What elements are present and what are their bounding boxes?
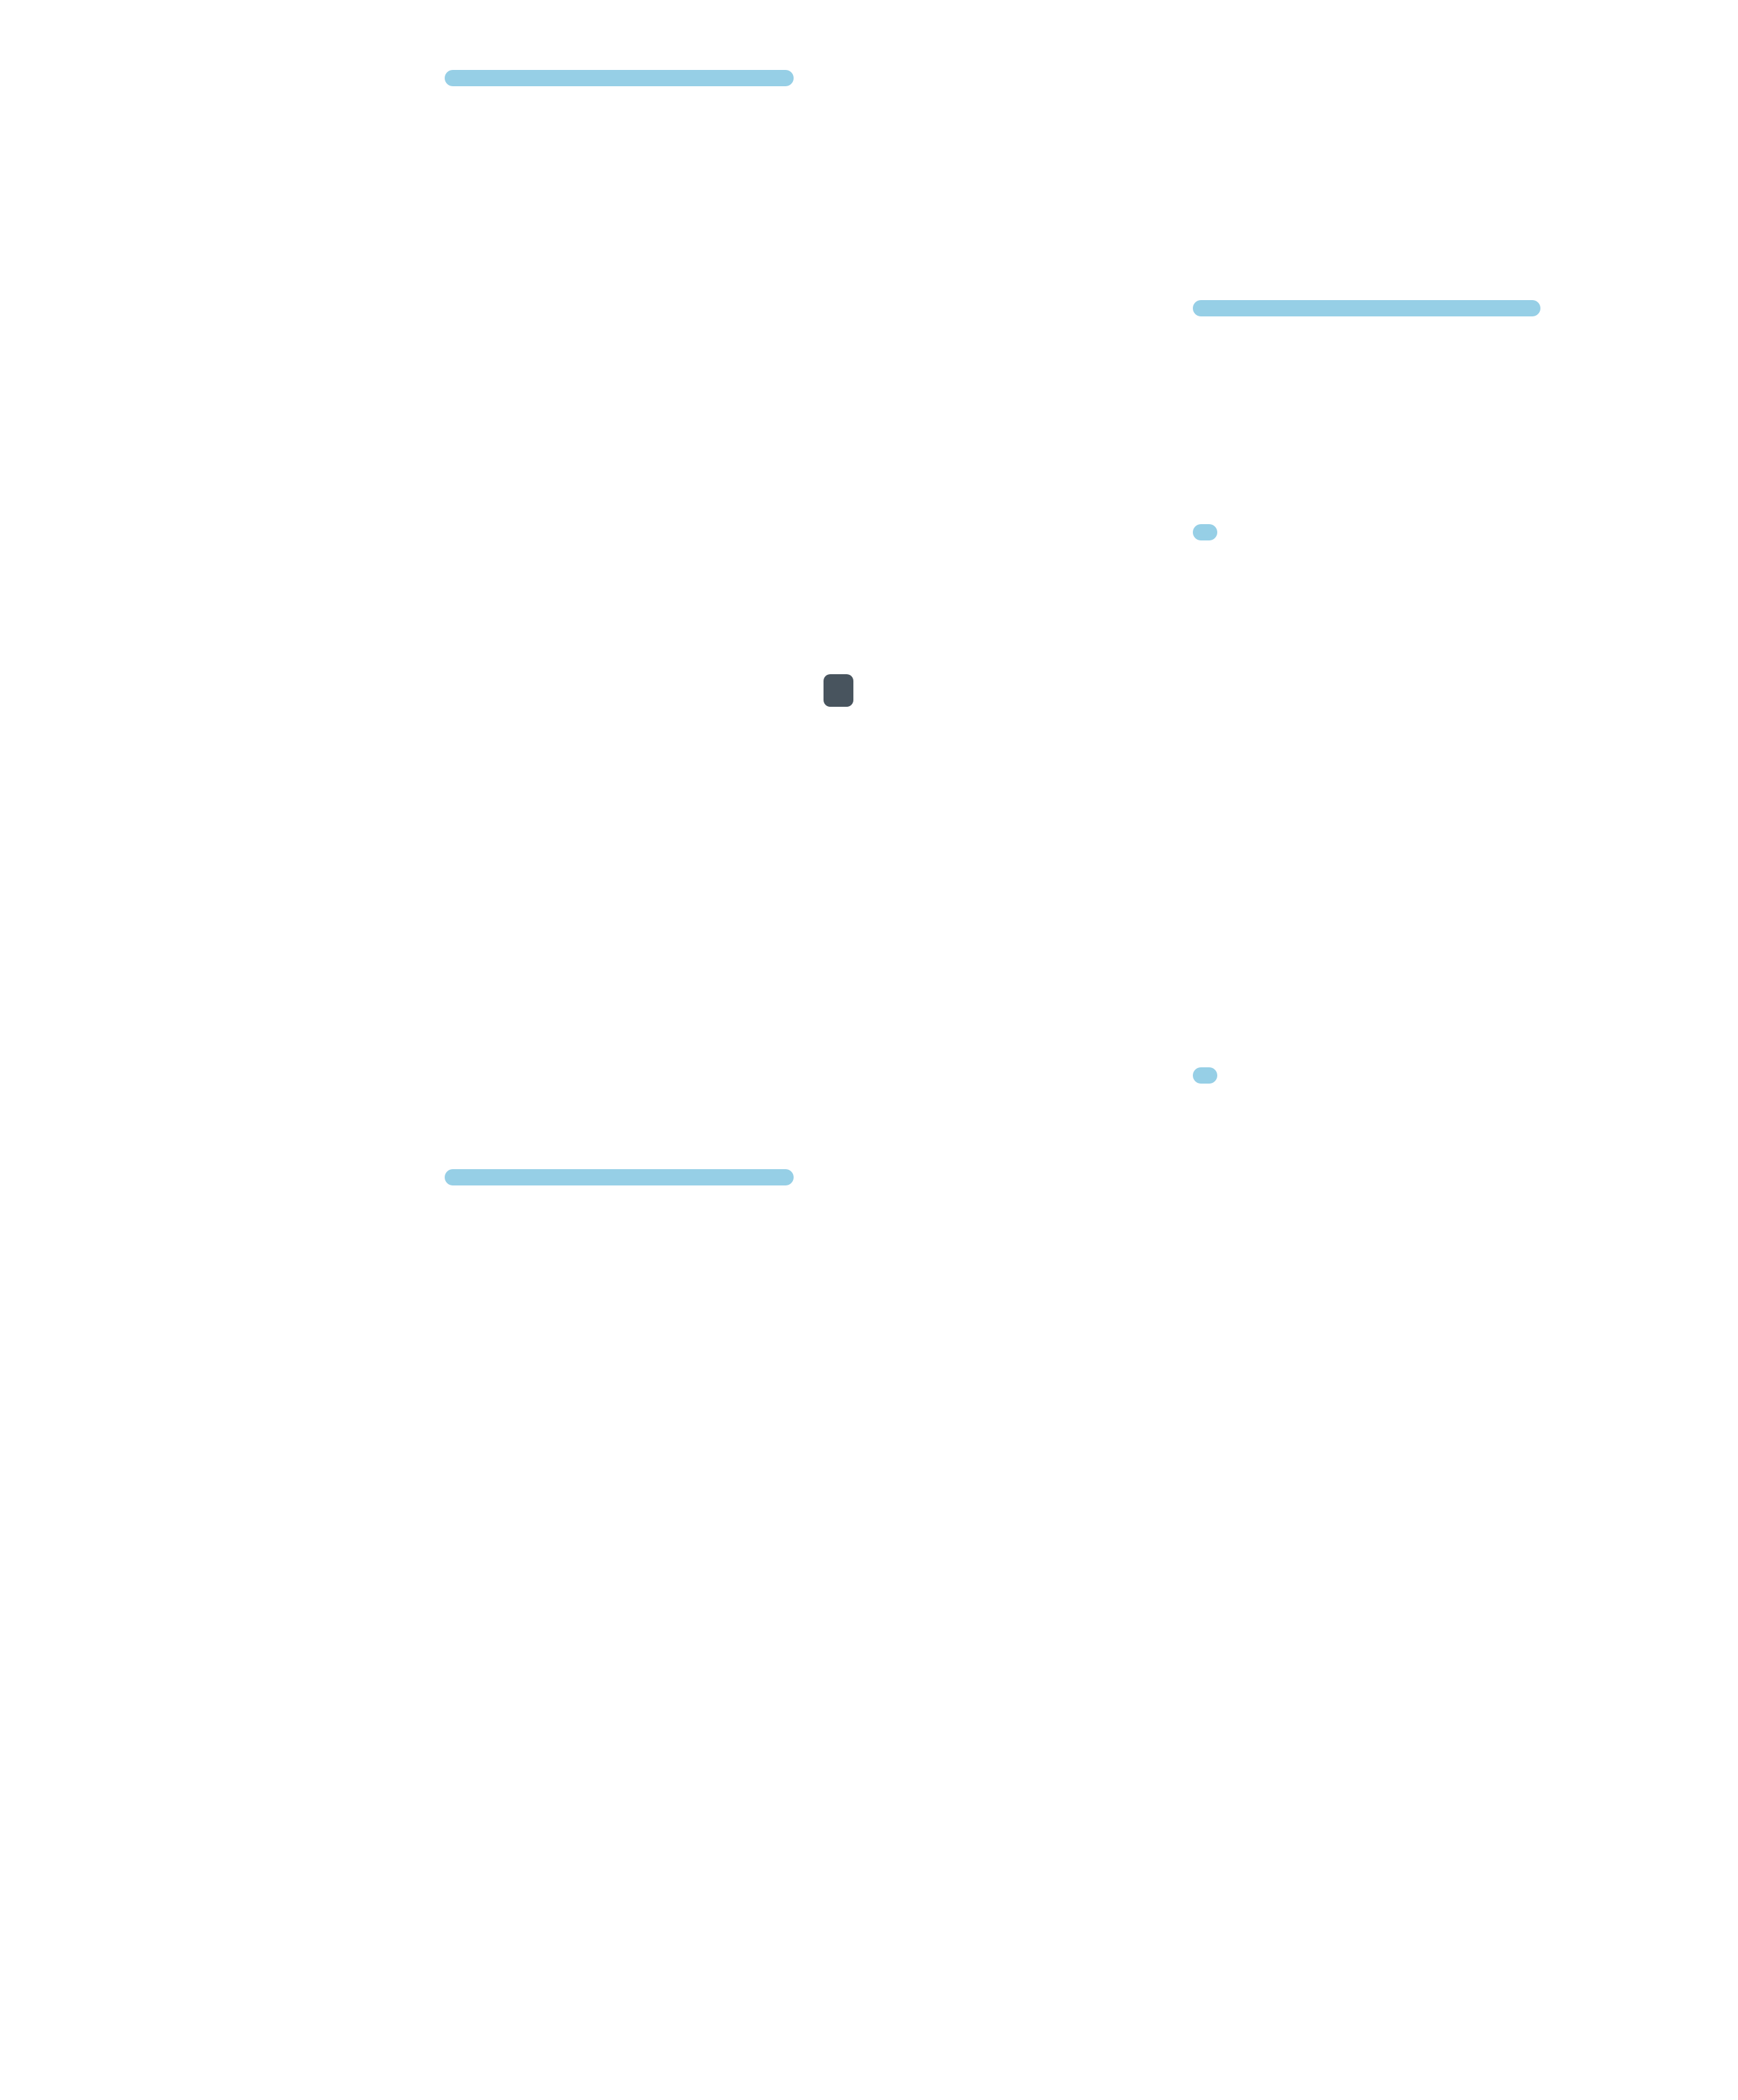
central-topic[interactable]	[824, 674, 853, 707]
node-agreement-formation[interactable]	[445, 70, 794, 86]
node-cited-articles[interactable]	[1193, 1067, 1217, 1084]
node-bankruptcy-law-provisions[interactable]	[445, 1169, 794, 1185]
node-cross-border-description[interactable]	[1193, 300, 1540, 316]
node-related-legal-knowledge[interactable]	[1193, 524, 1217, 540]
